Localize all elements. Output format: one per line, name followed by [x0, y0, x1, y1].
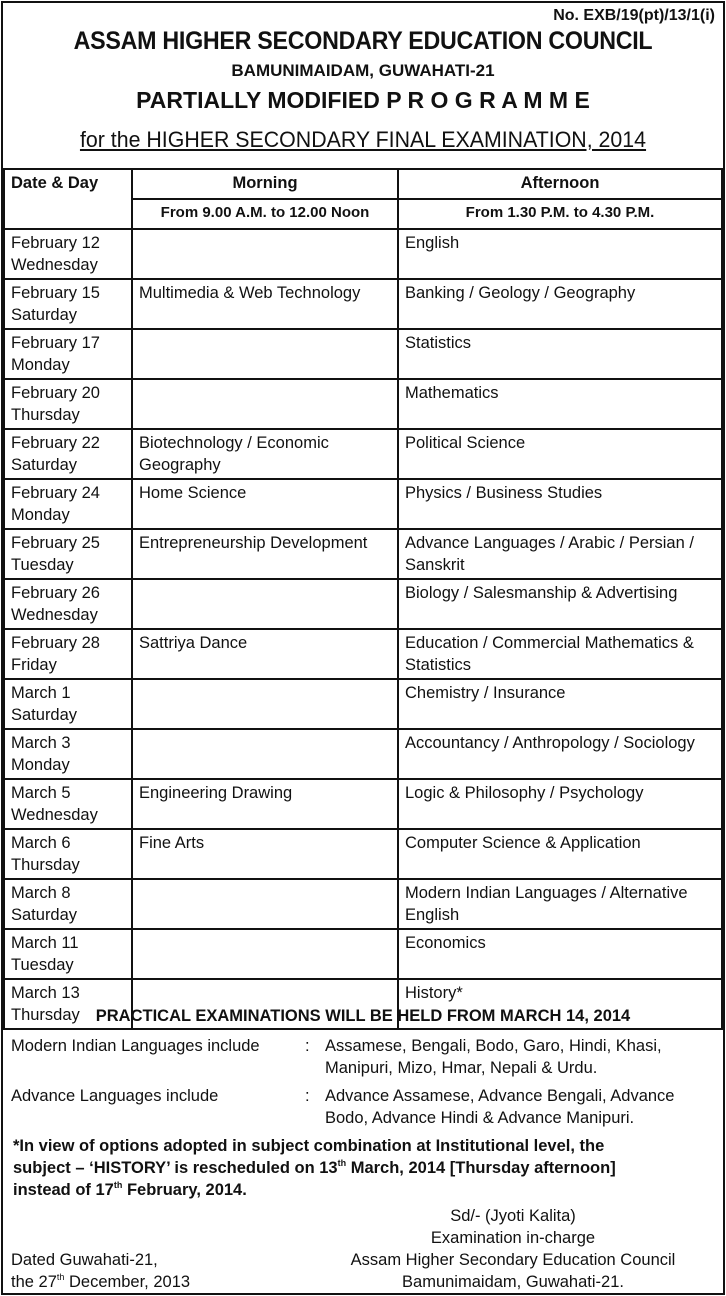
adv-label: Advance Languages include: [11, 1087, 219, 1105]
date-cell: [4, 429, 132, 479]
date-cell: [4, 579, 132, 629]
exam-date: February 26: [11, 584, 100, 602]
morning-cell: [132, 579, 398, 629]
afternoon-cell: Economics: [398, 929, 722, 979]
date-cell: [4, 929, 132, 979]
ordinal-suffix: th: [337, 1158, 347, 1168]
exam-date: March 13: [11, 984, 80, 1002]
afternoon-cell: Political Science: [398, 429, 722, 479]
exam-day: Saturday: [11, 706, 78, 724]
exam-title: for the HIGHER SECONDARY FINAL EXAMINATION, 2014: [79, 127, 647, 152]
date-cell: [4, 379, 132, 429]
exam-date: February 24: [11, 484, 100, 502]
ordinal-suffix: th: [56, 1272, 65, 1282]
adv-colon: :: [305, 1087, 310, 1105]
table-row: [4, 729, 722, 779]
afternoon-cell: Education / Commercial Mathematics & Statistics: [398, 629, 722, 679]
afternoon-cell: Advance Languages / Arabic / Persian / Sanskrit: [398, 529, 722, 579]
exam-date: February 17: [11, 334, 100, 352]
morning-cell: [132, 679, 398, 729]
history-text: February, 2014.: [122, 1181, 247, 1199]
exam-day: Monday: [11, 756, 70, 774]
date-cell: [4, 329, 132, 379]
morning-cell: Biotechnology / Economic Geography: [132, 429, 398, 479]
ordinal-suffix: th: [113, 1180, 123, 1190]
history-note-2: [13, 1159, 616, 1178]
designation: Examination in-charge: [430, 1229, 596, 1247]
exam-day: Wednesday: [11, 806, 98, 824]
afternoon-time: From 1.30 P.M. to 4.30 P.M.: [398, 199, 722, 229]
org-name: Assam Higher Secondary Education Council: [350, 1251, 676, 1269]
mil-list-2: Manipuri, Mizo, Hmar, Nepali & Urdu.: [325, 1059, 598, 1077]
practical-note: PRACTICAL EXAMINATIONS WILL BE HELD FROM MARCH 14, 2014: [95, 1007, 631, 1025]
afternoon-cell: Mathematics: [398, 379, 722, 429]
exam-date: March 6: [11, 834, 71, 852]
table-row: [4, 529, 722, 579]
date-cell: [4, 729, 132, 779]
table-row: [4, 629, 722, 679]
exam-day: Wednesday: [11, 256, 98, 274]
table-row: [4, 229, 722, 279]
exam-day: Thursday: [11, 1006, 80, 1024]
afternoon-cell: English: [398, 229, 722, 279]
table-row: [4, 579, 722, 629]
exam-day: Monday: [11, 356, 70, 374]
date-cell: [4, 529, 132, 579]
table-row: [4, 379, 722, 429]
exam-date: March 8: [11, 884, 71, 902]
history-text: subject – ‘HISTORY’ is rescheduled on 13: [13, 1159, 338, 1177]
date-text: the 27: [11, 1273, 57, 1291]
history-note-1: *In view of options adopted in subject combination at Institutional level, the: [13, 1137, 605, 1155]
exam-date: February 15: [11, 284, 100, 302]
exam-date: March 11: [11, 934, 79, 952]
dated-place: Dated Guwahati-21,: [11, 1251, 158, 1269]
date-cell: [4, 879, 132, 929]
morning-cell: [132, 729, 398, 779]
afternoon-cell: Banking / Geology / Geography: [398, 279, 722, 329]
exam-date: March 1: [11, 684, 71, 702]
table-row: [4, 429, 722, 479]
table-header-row: [4, 169, 722, 199]
morning-cell: [132, 329, 398, 379]
afternoon-cell: Statistics: [398, 329, 722, 379]
history-note-3: [13, 1181, 247, 1200]
council-address: BAMUNIMAIDAM, GUWAHATI-21: [231, 61, 495, 80]
mil-label: Modern Indian Languages include: [11, 1037, 260, 1055]
exam-date: February 28: [11, 634, 100, 652]
col-morning: Morning: [132, 169, 398, 199]
exam-day: Monday: [11, 506, 70, 524]
mil-list-1: Assamese, Bengali, Bodo, Garo, Hindi, Khasi,: [325, 1037, 662, 1055]
exam-day: Tuesday: [11, 956, 74, 974]
afternoon-cell: Biology / Salesmanship & Advertising: [398, 579, 722, 629]
history-text: instead of 17: [13, 1181, 114, 1199]
exam-date: March 5: [11, 784, 71, 802]
mil-colon: :: [305, 1037, 310, 1055]
exam-day: Thursday: [11, 856, 80, 874]
org-address: Bamunimaidam, Guwahati-21.: [402, 1273, 624, 1291]
col-afternoon: Afternoon: [398, 169, 722, 199]
exam-date: March 3: [11, 734, 71, 752]
morning-cell: [132, 879, 398, 929]
table-row: [4, 879, 722, 929]
date-cell: [4, 679, 132, 729]
history-text: March, 2014 [Thursday afternoon]: [346, 1159, 616, 1177]
exam-day: Tuesday: [11, 556, 74, 574]
date-cell: [4, 279, 132, 329]
morning-cell: Entrepreneurship Development: [132, 529, 398, 579]
morning-cell: [132, 929, 398, 979]
programme-title: PARTIALLY MODIFIED P R O G R A M M E: [136, 87, 590, 113]
signature: Sd/- (Jyoti Kalita): [450, 1207, 576, 1225]
afternoon-cell: History*: [398, 979, 722, 1029]
col-date-day: Date & Day: [4, 169, 132, 229]
reference-number: No. EXB/19(pt)/13/1(i): [553, 7, 715, 24]
table-row: [4, 679, 722, 729]
table-row: [4, 479, 722, 529]
date-cell: [4, 479, 132, 529]
afternoon-cell: Accountancy / Anthropology / Sociology: [398, 729, 722, 779]
table-row: [4, 929, 722, 979]
exam-day: Saturday: [11, 906, 78, 924]
dated-date: [11, 1273, 190, 1292]
date-cell: [4, 229, 132, 279]
notice-document: [1, 1, 725, 1295]
date-cell: [4, 829, 132, 879]
afternoon-cell: Modern Indian Languages / Alternative English: [398, 879, 722, 929]
afternoon-cell: Physics / Business Studies: [398, 479, 722, 529]
adv-list-1: Advance Assamese, Advance Bengali, Advance: [325, 1087, 675, 1105]
exam-date: February 22: [11, 434, 100, 452]
exam-day: Friday: [11, 656, 57, 674]
afternoon-cell: Logic & Philosophy / Psychology: [398, 779, 722, 829]
table-row: [4, 329, 722, 379]
exam-day: Saturday: [11, 456, 78, 474]
date-cell: [4, 779, 132, 829]
morning-cell: Multimedia & Web Technology: [132, 279, 398, 329]
exam-day: Thursday: [11, 406, 80, 424]
exam-date: February 20: [11, 384, 100, 402]
table-row: [4, 829, 722, 879]
schedule-table: [3, 168, 723, 1030]
morning-cell: Engineering Drawing: [132, 779, 398, 829]
morning-cell: Home Science: [132, 479, 398, 529]
morning-cell: Fine Arts: [132, 829, 398, 879]
morning-cell: [132, 379, 398, 429]
date-text: December, 2013: [64, 1273, 191, 1291]
afternoon-cell: Computer Science & Application: [398, 829, 722, 879]
morning-cell: Sattriya Dance: [132, 629, 398, 679]
exam-day: Saturday: [11, 306, 78, 324]
morning-time: From 9.00 A.M. to 12.00 Noon: [132, 199, 398, 229]
exam-date: February 25: [11, 534, 100, 552]
date-cell: [4, 629, 132, 679]
exam-date: February 12: [11, 234, 100, 252]
morning-cell: [132, 229, 398, 279]
table-row: [4, 779, 722, 829]
adv-list-2: Bodo, Advance Hindi & Advance Manipuri.: [325, 1109, 635, 1127]
table-row: [4, 279, 722, 329]
afternoon-cell: Chemistry / Insurance: [398, 679, 722, 729]
council-title: ASSAM HIGHER SECONDARY EDUCATION COUNCIL: [73, 27, 653, 55]
exam-day: Wednesday: [11, 606, 98, 624]
